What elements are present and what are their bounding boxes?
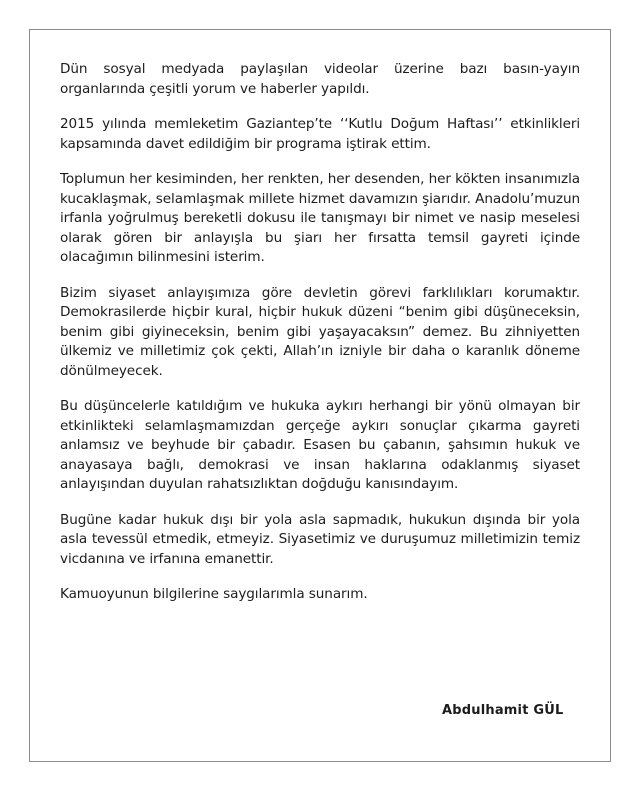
signature: Abdulhamit GÜL [442, 703, 564, 718]
paragraph-2: 2015 yılında memleketim Gaziantep’te ‘‘Kutlu Doğum Haftası’’ etkinlikleri kapsamında davet edildiğim bir programa iştirak ettim. [60, 116, 580, 152]
paragraph-5: Bu düşüncelerle katıldığım ve hukuka aykırı herhangi bir yönü olmayan bir etkinlikteki selamlaşmamızdan gerçeğe aykırı sonuçlar çıkarma gayreti anlamsız ve beyhude bir çabadır. Esasen bu çabanın, şahsımın hukuk ve anayasaya bağlı, demokrasi ve insan haklarına odaklanmış siyaset anlayışından duyulan rahatsızlıktan doğduğu kanısındayım. [60, 398, 580, 492]
paragraph-7: Kamuoyunun bilgilerine saygılarımla sunarım. [60, 586, 368, 602]
paragraph-6: Bugüne kadar hukuk dışı bir yola asla sapmadık, hukukun dışında bir yola asla tevessül etmedik, etmeyiz. Siyasetimiz ve duruşumuz milletimizin temiz vicdanına ve irfanına emanettir. [60, 511, 580, 567]
paragraph-1: Dün sosyal medyada paylaşılan videolar üzerine bazı basın-yayın organlarında çeşitli yorum ve haberler yapıldı. [60, 61, 580, 97]
letter-body [60, 60, 580, 621]
paragraph-3: Toplumun her kesiminden, her renkten, her desenden, her kökten insanımızla kucaklaşmak, selamlaşmak millete hizmet davamızın şiarıdır. Anadolu’muzun irfanla yoğrulmuş bereketli dokusu ile tanışmayı bir nimet ve nasip meselesi olarak gören bir anlayışla bu şiarı her fırsatta temsil gayreti içinde olacağımın bilinmesini isterim. [60, 171, 580, 265]
paragraph-4: Bizim siyaset anlayışımıza göre devletin görevi farklılıkları korumaktır. Demokrasilerde hiçbir kural, hiçbir hukuk düzeni “benim gibi düşüneceksin, benim gibi giyineceksin, benim gibi yaşayacaksın” demez. Bu zihniyetten ülkemiz ve milletimiz çok çekti, Allah’ın izniyle bir daha o karanlık döneme dönülmeyecek. [60, 284, 580, 379]
